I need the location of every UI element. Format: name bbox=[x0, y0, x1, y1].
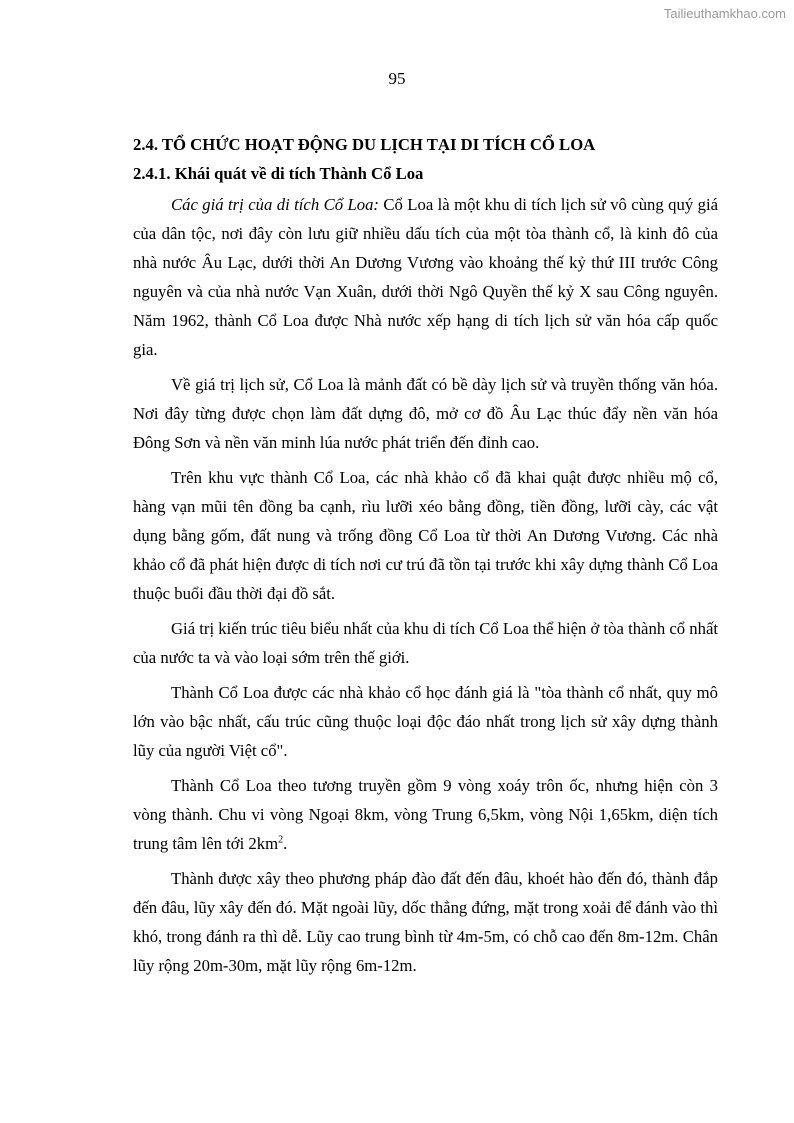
paragraph-archaeology: Trên khu vực thành Cổ Loa, các nhà khảo cổ đã khai quật được nhiều mộ cổ, hàng vạn mũi tên đồng ba cạnh, rìu lưỡi xéo bằng đồng, tiền đồng, lưỡi cày, các vật dụng bằng gốm, đất nung và trống đồng Cổ Loa từ thời An Dương Vương. Các nhà khảo cổ đã phát hiện được di tích nơi cư trú đã tồn tại trước khi xây dựng thành Cổ Loa thuộc buổi đầu thời đại đồ sắt. bbox=[133, 468, 718, 603]
superscript: 2 bbox=[278, 834, 284, 846]
paragraph-architecture: Giá trị kiến trúc tiêu biểu nhất của khu di tích Cổ Loa thể hiện ở tòa thành cổ nhất của nước ta và vào loại sớm trên thế giới. bbox=[133, 619, 718, 667]
paragraph-text-end: . bbox=[283, 834, 288, 853]
paragraph-values bbox=[133, 190, 718, 364]
watermark: Tailieuthamkhao.com bbox=[663, 6, 786, 21]
section-heading: 2.4. TỔ CHỨC HOẠT ĐỘNG DU LỊCH TẠI DI TÍCH CỔ LOA bbox=[133, 135, 596, 154]
paragraph-assessment: Thành Cổ Loa được các nhà khảo cổ học đánh giá là "tòa thành cổ nhất, quy mô lớn vào bậc nhất, cấu trúc cũng thuộc loại độc đáo nhất trong lịch sử xây dựng thành lũy của người Việt cổ". bbox=[133, 683, 718, 760]
paragraph-history: Về giá trị lịch sử, Cổ Loa là mảnh đất có bề dày lịch sử và truyền thống văn hóa. Nơi đây từng được chọn làm đất dựng đô, mở cơ đồ Âu Lạc thúc đẩy nền văn hóa Đông Sơn và nền văn minh lúa nước phát triển đến đỉnh cao. bbox=[133, 375, 718, 452]
paragraph-text: Cổ Loa là một khu di tích lịch sử vô cùng quý giá của dân tộc, nơi đây còn lưu giữ nhiều dấu tích của một tòa thành cổ, là kinh đô của nhà nước Âu Lạc, dưới thời An Dương Vương vào khoảng thế kỷ thứ III trước Công nguyên và của nhà nước Vạn Xuân, dưới thời Ngô Quyền thế kỷ X sau Công nguyên. Năm 1962, thành Cổ Loa được Nhà nước xếp hạng di tích lịch sử văn hóa cấp quốc gia. bbox=[133, 195, 718, 359]
paragraph-construction: Thành được xây theo phương pháp đào đất đến đâu, khoét hào đến đó, thành đắp đến đâu, lũy xây đến đó. Mặt ngoài lũy, dốc thẳng đứng, mặt trong xoải để đánh vào thì khó, trong đánh ra thì dễ. Lũy cao trung bình từ 4m-5m, có chỗ cao đến 8m-12m. Chân lũy rộng 20m-30m, mặt lũy rộng 6m-12m. bbox=[133, 869, 718, 975]
subsection-heading: 2.4.1. Khái quát về di tích Thành Cổ Loa bbox=[133, 164, 424, 183]
paragraph-text: Thành Cổ Loa theo tương truyền gồm 9 vòng xoáy trôn ốc, nhưng hiện còn 3 vòng thành. Chu vi vòng Ngoại 8km, vòng Trung 6,5km, vòng Nội 1,65km, diện tích trung tâm lên tới 2km bbox=[133, 776, 718, 853]
document-body bbox=[133, 130, 718, 986]
page-number: 95 bbox=[388, 69, 406, 88]
paragraph-rings bbox=[133, 771, 718, 858]
paragraph-lead: Các giá trị của di tích Cổ Loa: bbox=[171, 195, 379, 214]
